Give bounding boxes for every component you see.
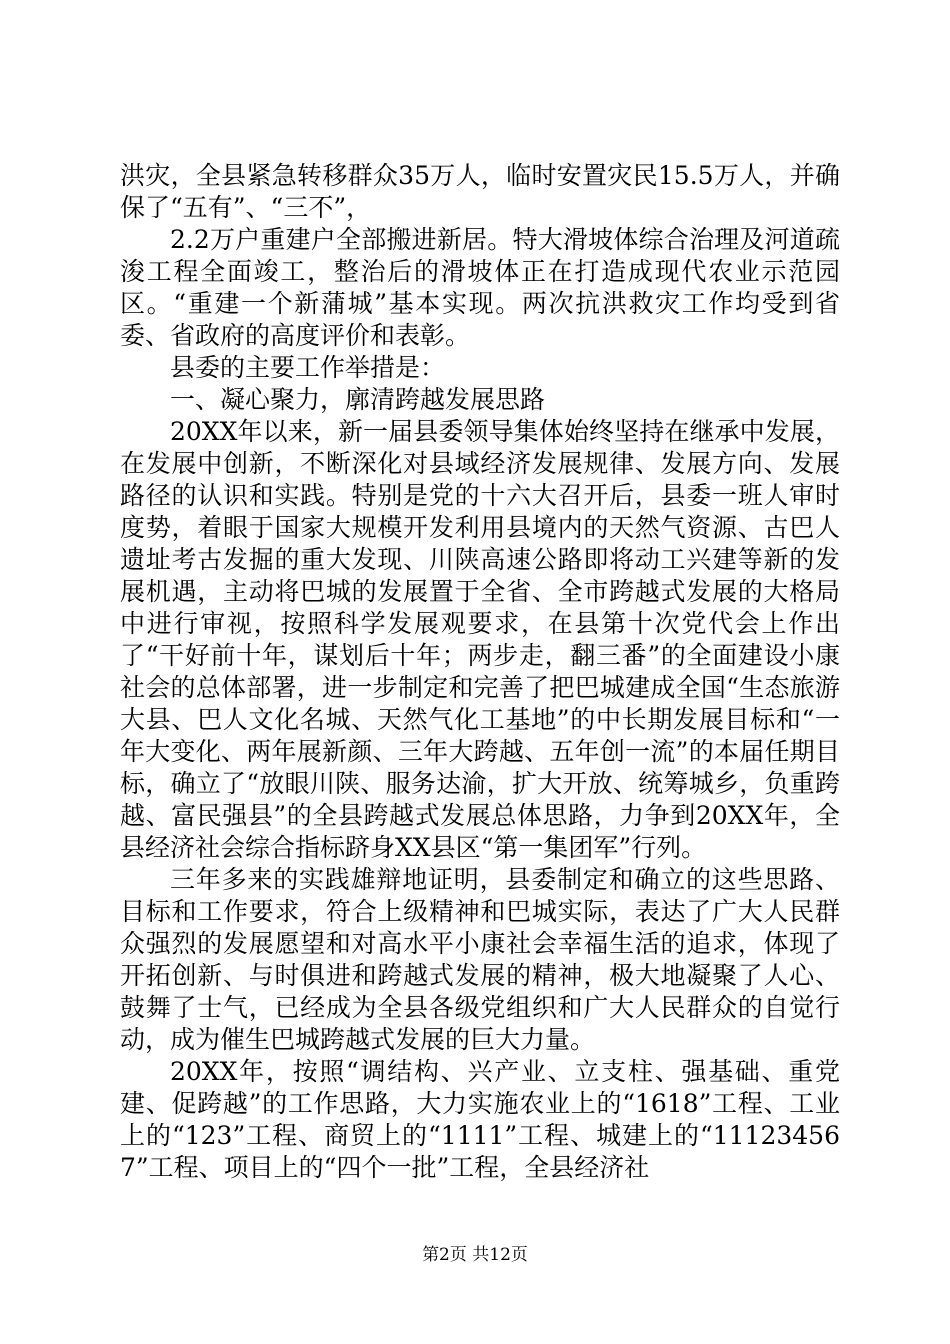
paragraph-2: 2.2万户重建户全部搬进新居。特大滑坡体综合治理及河道疏浚工程全面竣工，整治后的滑坡体正在打造成现代农业示范园区。“重建一个新蒲城”基本实现。两次抗洪救灾工作均受到省委、省政府的高度评价和表彰。 [120,225,840,350]
paragraph-5: 三年多来的实践雄辩地证明，县委制定和确立的这些思路、目标和工作要求，符合上级精神和巴城实际，表达了广大人民群众强烈的发展愿望和对高水平小康社会幸福生活的追求，体现了开拓创新、与时俱进和跨越式发展的精神，极大地凝聚了人心、鼓舞了士气，已经成为全县各级党组织和广大人民群众的自觉行动，成为催生巴城跨越式发展的巨大力量。 [120,865,840,1054]
page-number-footer: 第2页 共12页 [422,1245,528,1265]
paragraph-3: 县委的主要工作举措是： [170,353,446,382]
paragraph-1: 洪灾，全县紧急转移群众35万人，临时安置灾民15.5万人，并确保了“五有”、“三不”， [120,161,840,222]
paragraph-4: 20XX年以来，新一届县委领导集体始终坚持在继承中发展，在发展中创新，不断深化对县域经济发展规律、发展方向、发展路径的认识和实践。特别是党的十六大召开后，县委一班人审时度势，着眼于国家大规模开发利用县境内的天然气资源、古巴人遗址考古发掘的重大发现、川陕高速公路即将动工兴建等新的发展机遇，主动将巴城的发展置于全省、全市跨越式发展的大格局中进行审视，按照科学发展观要求，在县第十次党代会上作出了“干好前十年，谋划后十年；两步走，翻三番”的全面建设小康社会的总体部署，进一步制定和完善了把巴城建成全国“生态旅游大县、巴人文化名城、天然气化工基地”的中长期发展目标和“一年大变化、两年展新颜、三年大跨越、五年创一流”的本届任期目标，确立了“放眼川陕、服务达渝，扩大开放、统筹城乡，负重跨越、富民强县”的全县跨越式发展总体思路，力争到20XX年，全县经济社会综合指标跻身XX县区“第一集团军”行列。 [120,417,840,862]
section-heading: 一、凝心聚力，廓清跨越发展思路 [170,385,546,414]
paragraph-6: 20XX年，按照“调结构、兴产业、立支柱、强基础、重党建、促跨越”的工作思路，大力实施农业上的“1618”工程、工业上的“123”工程、商贸上的“1111”工程、城建上的“111234567”工程、项目上的“四个一批”工程，全县经济社 [120,1057,840,1182]
document-body [120,160,840,1184]
